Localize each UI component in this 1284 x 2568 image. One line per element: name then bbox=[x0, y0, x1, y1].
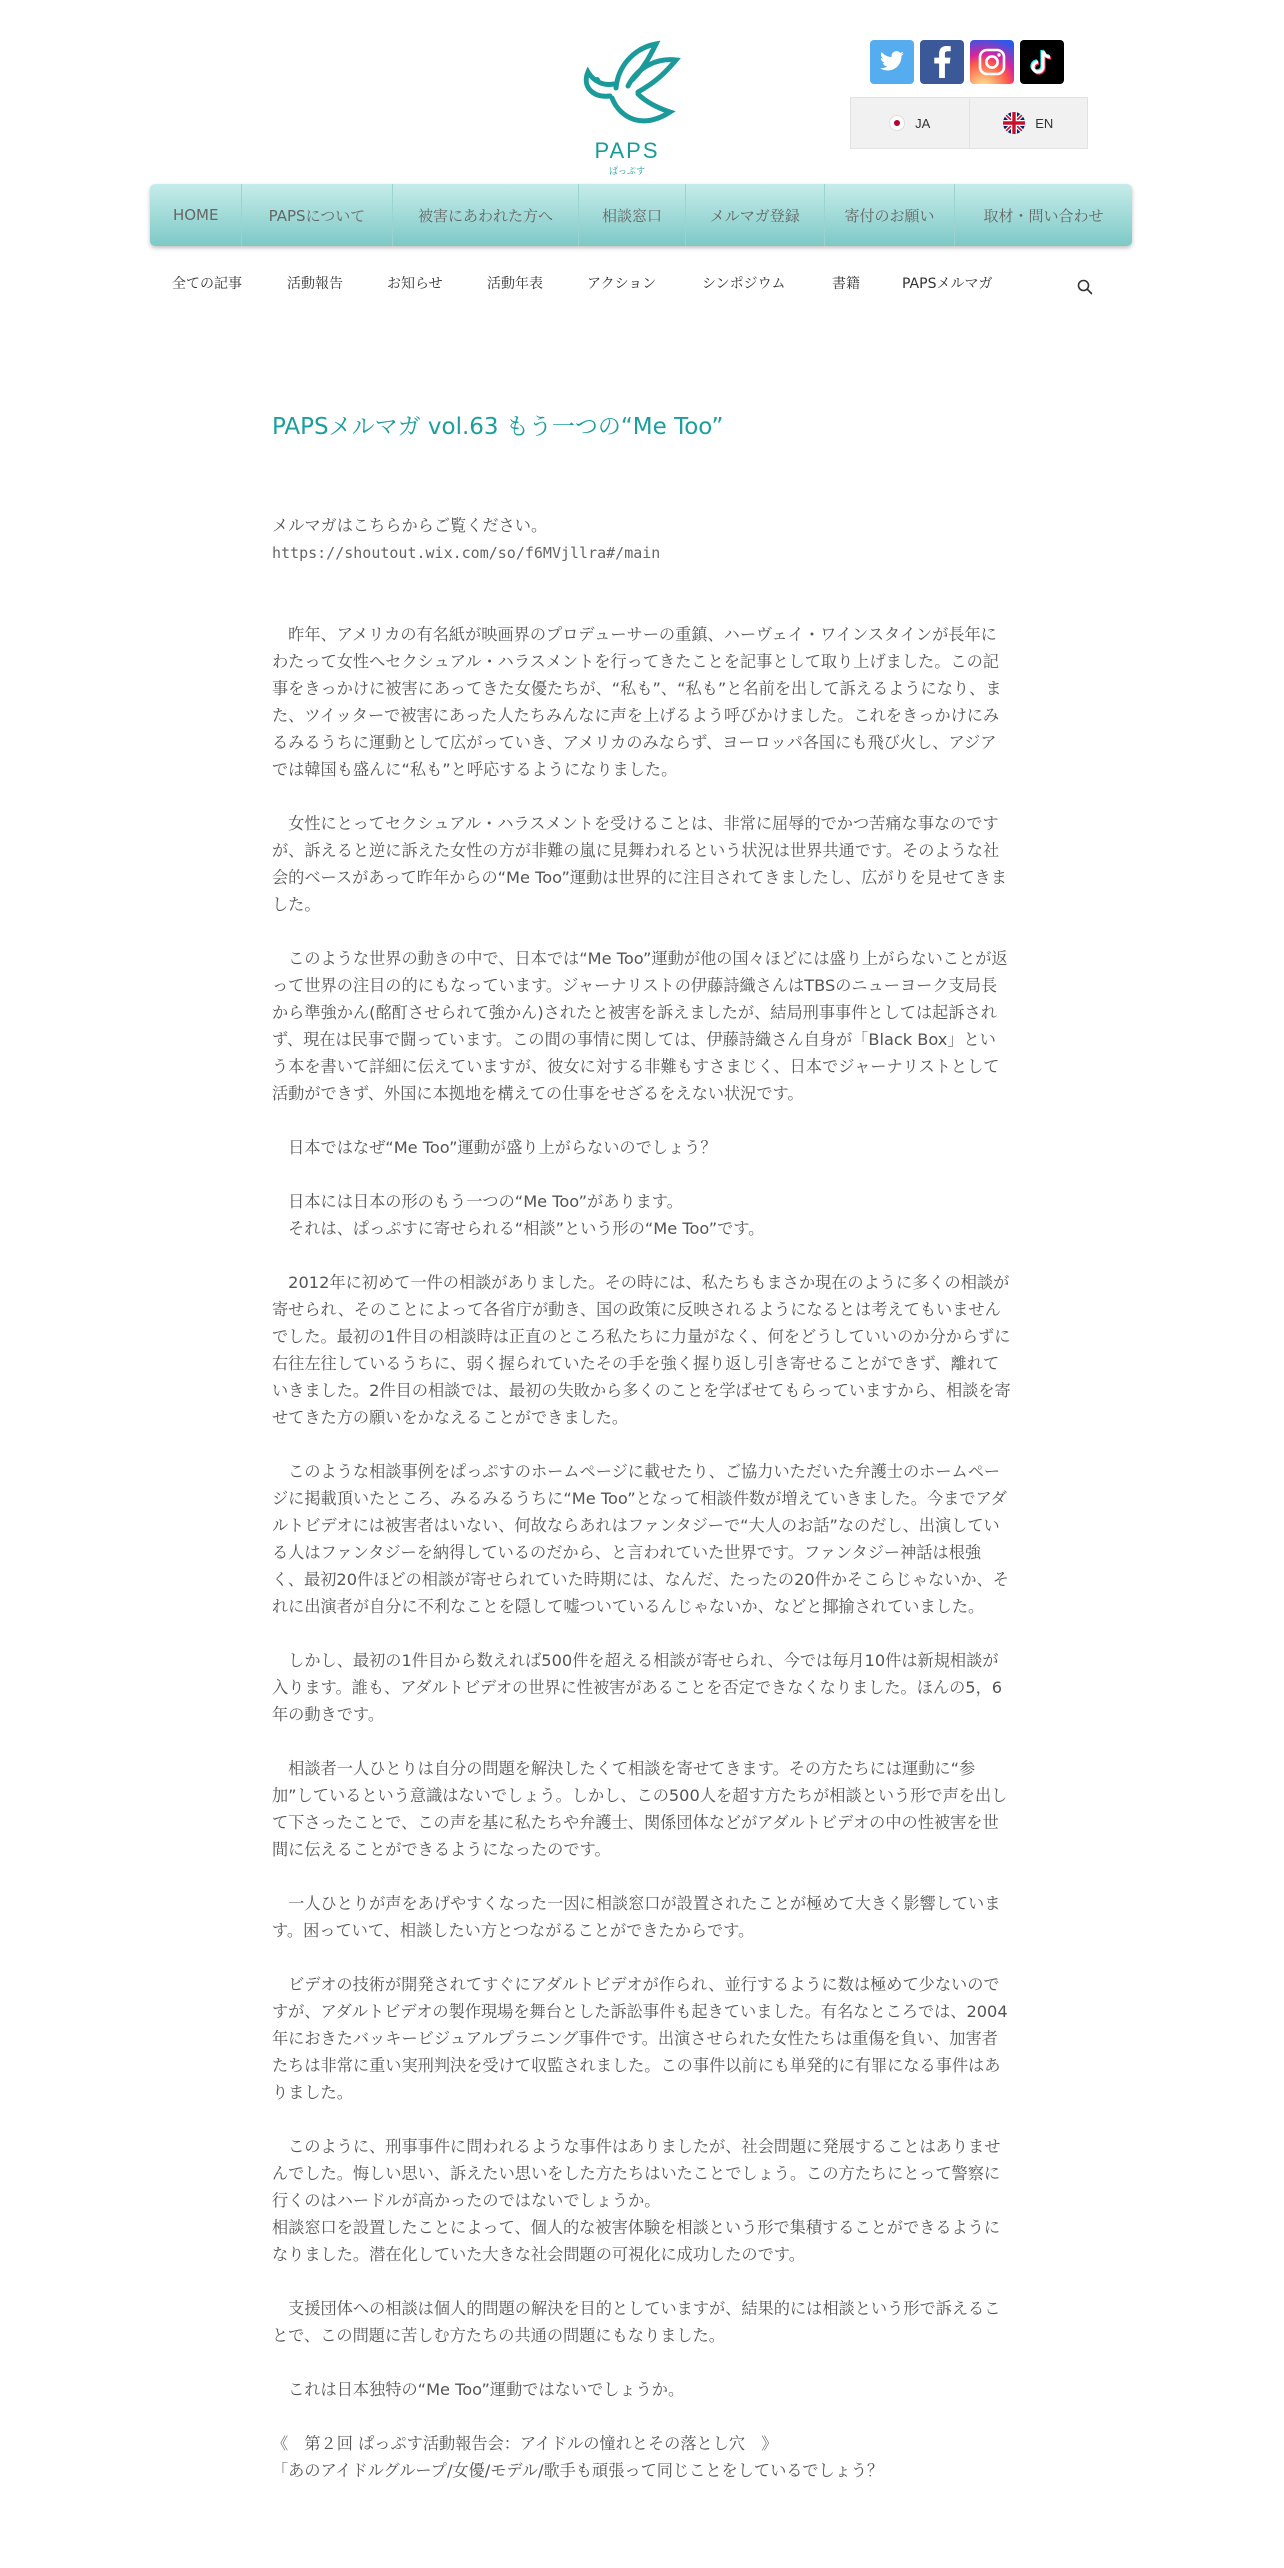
article bbox=[272, 410, 1012, 2484]
article-paragraph: 日本ではなぜ“Me Too”運動が盛り上がらないのでしょう？ bbox=[272, 1138, 717, 1157]
logo-subtext: ぱっぷす bbox=[608, 167, 645, 177]
category-timeline[interactable]: 活動年表 bbox=[487, 276, 543, 292]
category-action[interactable]: アクション bbox=[587, 276, 657, 292]
intro-text: メルマガはこちらからご覧ください。 bbox=[272, 516, 548, 535]
logo-text: PAPS bbox=[594, 138, 660, 163]
nav-newsletter-signup[interactable]: メルマガ登録 bbox=[685, 184, 824, 246]
tiktok-icon[interactable] bbox=[1020, 40, 1064, 84]
twitter-icon[interactable] bbox=[870, 40, 914, 84]
article-paragraph: 相談者一人ひとりは自分の問題を解決したくて相談を寄せてきます。その方たちには運動に“参加”しているという意識はないでしょう。しかし、この500人を超す方たちが相談という形で声を出して下さったことで、この声を基に私たちや弁護士、関係団体などがアダルトビデオの中の性被害を世間に伝えることができるようになったのです。 bbox=[272, 1759, 1008, 1859]
article-paragraph: 支援団体への相談は個人的問題の解決を目的としていますが、結果的には相談という形で訴えることで、この問題に苦しむ方たちの共通の問題にもなりました。 bbox=[272, 2299, 1001, 2345]
category-news[interactable]: お知らせ bbox=[387, 276, 443, 292]
nav-donation[interactable]: 寄付のお願い bbox=[824, 184, 954, 246]
article-paragraph: 女性にとってセクシュアル・ハラスメントを受けることは、非常に屈辱的でかつ苦痛な事なのですが、訴えると逆に訴えた女性の方が非難の嵐に見舞われるという状況は世界共通です。そのような社会的ベースがあって昨年からの“Me Too”運動は世界的に注目されてきましたし、広がりを見せてきました。 bbox=[272, 814, 1007, 914]
paps-logo[interactable] bbox=[572, 38, 682, 177]
nav-for-victims[interactable]: 被害にあわれた方へ bbox=[392, 184, 579, 246]
instagram-icon[interactable] bbox=[970, 40, 1014, 84]
category-activity-report[interactable]: 活動報告 bbox=[287, 276, 343, 292]
facebook-icon[interactable] bbox=[920, 40, 964, 84]
language-ja[interactable] bbox=[851, 98, 969, 148]
main-nav bbox=[150, 184, 1132, 246]
related-subtitle: 「あのアイドルグループ/女優/モデル/歌手も頑張って同じことをしているでしょう？ bbox=[272, 2461, 884, 2480]
nav-about[interactable]: PAPSについて bbox=[241, 184, 391, 246]
nav-press-contact[interactable]: 取材・問い合わせ bbox=[954, 184, 1132, 246]
dove-logo-icon bbox=[572, 38, 682, 138]
category-paps-newsletter[interactable]: PAPSメルマガ bbox=[902, 276, 993, 292]
related-title[interactable]: 《 第２回 ぱっぷす活動報告会：アイドルの憧れとその落とし穴 》 bbox=[272, 2434, 778, 2453]
language-switcher bbox=[850, 97, 1088, 149]
article-title: PAPSメルマガ vol.63 もう一つの“Me Too” bbox=[272, 414, 724, 440]
article-paragraph: 2012年に初めて一件の相談がありました。その時には、私たちもまさか現在のように多くの相談が寄せられ、そのことによって各省庁が動き、国の政策に反映されるようになるとは考えてもいませんでした。最初の1件目の相談時は正直のところ私たちに力量がなく、何をどうしていいのか分からずに右往左往しているうちに、弱く握られていたその手を強く握り返し引き寄せることができず、離れていきました。2件目の相談では、最初の失敗から多くのことを学ばせてもらっていますから、相談を寄せてきた方の願いをかなえることができました。 bbox=[272, 1273, 1011, 1427]
language-en-label: EN bbox=[1035, 115, 1054, 131]
article-paragraph: 一人ひとりが声をあげやすくなった一因に相談窓口が設置されたことが極めて大きく影響しています。困っていて、相談したい方とつながることができたからです。 bbox=[272, 1894, 1001, 1940]
article-paragraph: ビデオの技術が開発されてすぐにアダルトビデオが作られ、並行するように数は極めて少ないのですが、アダルトビデオの製作現場を舞台とした訴訟事件も起きていました。有名なところでは、2004年におきたバッキービジュアルプラニング事件です。出演させられた女性たちは重傷を負い、加害者たちは非常に重い実刑判決を受けて収監されました。この事件以前にも単発的に有罪になる事件はありました。 bbox=[272, 1975, 1008, 2102]
article-paragraph: このような相談事例をぱっぷすのホームページに載せたり、ご協力いただいた弁護士のホームページに掲載頂いたところ、みるみるうちに“Me Too”となって相談件数が増えていきました。今までアダルトビデオには被害者はいない、何故ならあれはファンタジーで“大人のお話”なのだし、出演している人はファンタジーを納得しているのだから、と言われていた世界です。ファンタジー神話は根強く、最初20件ほどの相談が寄せられていた時期には、なんだ、たったの20件かそこらじゃないか、それに出演者が自分に不利なことを隠して嘘ついているんじゃないか、などと揶揄されていました。 bbox=[272, 1462, 1009, 1616]
language-ja-label: JA bbox=[915, 115, 931, 131]
social-links bbox=[870, 40, 1064, 84]
nav-home[interactable]: HOME bbox=[172, 206, 219, 224]
article-paragraph: これは日本独特の“Me Too”運動ではないでしょうか。 bbox=[272, 2380, 685, 2399]
article-body bbox=[272, 512, 1012, 2484]
category-all-posts[interactable]: 全ての記事 bbox=[172, 276, 242, 292]
article-paragraph: このような世界の動きの中で、日本では“Me Too”運動が他の国々ほどには盛り上がらないことが返って世界の注目の的にもなっています。ジャーナリストの伊藤詩織さんはTBSのニューヨーク支局長から準強かん(酩酊させられて強かん)されたと被害を訴えましたが、結局刑事事件としては起訴されず、現在は民事で闘っています。この間の事情に関しては、伊藤詩織さん自身が「Black Box」という本を書いて詳細に伝えていますが、彼女に対する非難もすさまじく、日本でジャーナリストとして活動ができず、外国に本拠地を構えての仕事をせざるをえない状況です。 bbox=[272, 949, 1008, 1103]
category-books[interactable]: 書籍 bbox=[832, 276, 860, 292]
category-symposium[interactable]: シンポジウム bbox=[702, 276, 786, 292]
newsletter-link[interactable]: https://shoutout.wix.com/so/f6MVjllra#/main bbox=[272, 544, 661, 562]
article-paragraph: しかし、最初の1件目から数えれば500件を超える相談が寄せられ、今では毎月10件は新規相談が入ります。誰も、アダルトビデオの世界に性被害があることを否定できなくなりました。ほんの5，6年の動きです。 bbox=[272, 1651, 1003, 1724]
language-en[interactable] bbox=[969, 98, 1088, 148]
article-paragraph: このように、刑事事件に問われるような事件はありましたが、社会問題に発展することはありませんでした。悔しい思い、訴えたい思いをした方たちはいたことでしょう。この方たちにとって警察に行くのはハードルが高かったのではないでしょうか。 相談窓口を設置したことによって、個人的な被害体験を相談という形で集積することができるようになりました。潜在化していた大きな社会問題の可視化に成功したのです。 bbox=[272, 2137, 1001, 2264]
search-icon[interactable] bbox=[1076, 278, 1094, 296]
article-paragraph: 日本には日本の形のもう一つの“Me Too”があります。 それは、ぱっぷすに寄せられる“相談”という形の“Me Too”です。 bbox=[288, 1192, 765, 1238]
nav-consultation[interactable]: 相談窓口 bbox=[578, 184, 684, 246]
japan-flag-icon bbox=[889, 115, 905, 131]
article-paragraphs bbox=[272, 621, 1012, 2403]
uk-flag-icon bbox=[1003, 112, 1025, 134]
article-paragraph: 昨年、アメリカの有名紙が映画界のプロデューサーの重鎮、ハーヴェイ・ワインスタインが長年にわたって女性へセクシュアル・ハラスメントを行ってきたことを記事として取り上げました。この記事をきっかけに被害にあってきた女優たちが、“私も”、“私も”と名前を出して訴えるようになり、また、ツイッターで被害にあった人たちみんなに声を上げるよう呼びかけました。これをきっかけにみるみるうちに運動として広がっていき、アメリカのみならず、ヨーロッパ各国にも飛び火し、アジアでは韓国も盛んに“私も”と呼応するようになりました。 bbox=[272, 625, 1002, 779]
